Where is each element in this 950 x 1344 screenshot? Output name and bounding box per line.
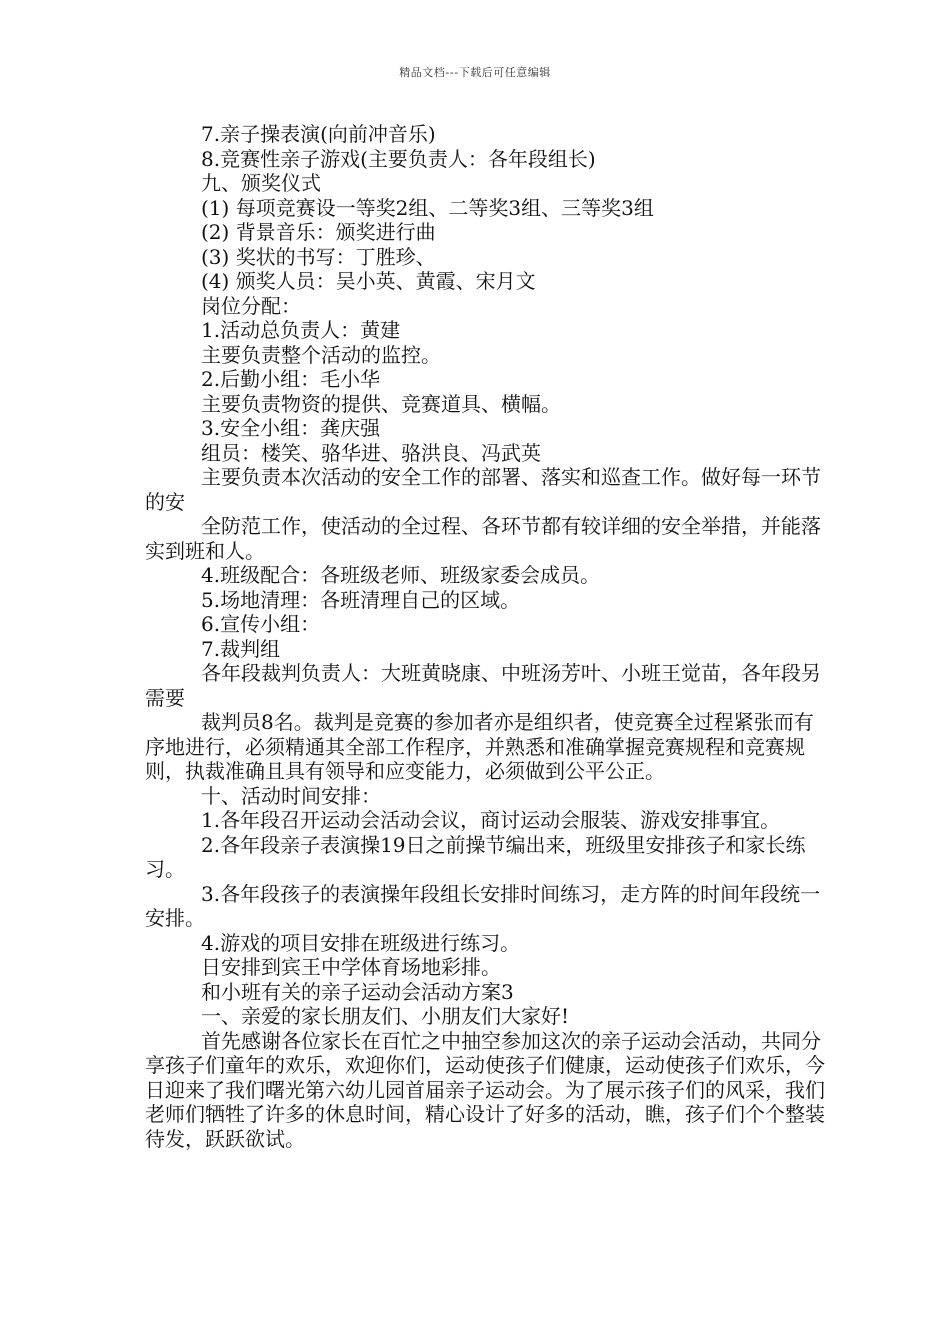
section-heading: 岗位分配： [201,293,301,318]
paragraph: 3.安全小组：龚庆强 [201,416,381,440]
paragraph: 5.场地清理：各班清理自己的区域。 [201,587,521,612]
paragraph: 日安排到宾王中学体育场地彩排。 [201,955,501,979]
paragraph: 7.亲子操表演(向前冲音乐) [201,122,436,146]
paragraph: 2.各年段亲子表演操19日之前操节编出来，班级里安排孩子和家长练习。 [145,832,806,881]
paragraph: 7.裁判组 [201,636,281,661]
paragraph: 主要负责整个活动的监控。 [201,342,441,367]
paragraph: 各年段裁判负责人：大班黄晓康、中班汤芳叶、小班王觉苗，各年段另需要 [145,661,821,710]
paragraph: 2.后勤小组：毛小华 [201,367,381,391]
section-heading: 九、颁奖仪式 [201,171,321,195]
page-header: 精品文档---下载后可任意编辑 [399,66,551,79]
section-heading: 十、活动时间安排： [201,783,381,808]
paragraph: 6.宣传小组： [201,612,321,636]
paragraph: 1.活动总负责人：黄建 [201,318,401,342]
paragraph: (1) 每项竞赛设一等奖2组、二等奖3组、三等奖3组 [201,195,654,220]
paragraph: 主要负责本次活动的安全工作的部署、落实和巡查工作。做好每一环节的安 [145,465,821,514]
paragraph: 1.各年段召开运动会活动会议，商讨运动会服装、游戏安排事宜。 [201,808,781,832]
paragraph: (2) 背景音乐：颁奖进行曲 [201,220,436,244]
paragraph: 4.班级配合：各班级老师、班级家委会成员。 [201,563,601,587]
paragraph: 8.竞赛性亲子游戏(主要负责人：各年段组长) [201,146,596,171]
document-body [145,122,825,1151]
paragraph: 裁判员8名。裁判是竞赛的参加者亦是组织者，使竞赛全过程紧张而有序地进行，必须精通其全部工作程序，并熟悉和准确掌握竞赛规程和竞赛规则，执裁准确且具有领导和应变能力，必须做到公平公正。 [145,710,814,783]
paragraph: 4.游戏的项目安排在班级进行练习。 [201,930,521,955]
paragraph: (3) 奖状的书写：丁胜珍、 [201,244,436,269]
paragraph: 主要负责物资的提供、竞赛道具、横幅。 [201,391,561,416]
paragraph: 3.各年段孩子的表演操年段组长安排时间练习，走方阵的时间年段统一安排。 [145,881,821,930]
paragraph: 一、亲爱的家长朋友们、小朋友们大家好! [201,1004,570,1028]
section-heading: 和小班有关的亲子运动会活动方案3 [201,979,514,1004]
paragraph: 组员：楼笑、骆华进、骆洪良、冯武英 [201,440,541,465]
paragraph: 全防范工作，使活动的全过程、各环节都有较详细的安全举措，并能落实到班和人。 [145,514,821,563]
paragraph: 首先感谢各位家长在百忙之中抽空参加这次的亲子运动会活动，共同分享孩子们童年的欢乐，欢迎你们，运动使孩子们健康，运动使孩子们欢乐，今日迎来了我们曙光第六幼儿园首届亲子运动会。为了展示孩子们的风采，我们老师们牺牲了许多的休息时间，精心设计了好多的活动，瞧，孩子们个个整装待发，跃跃欲试。 [145,1028,825,1151]
paragraph: (4) 颁奖人员：吴小英、黄霞、宋月文 [201,269,536,293]
